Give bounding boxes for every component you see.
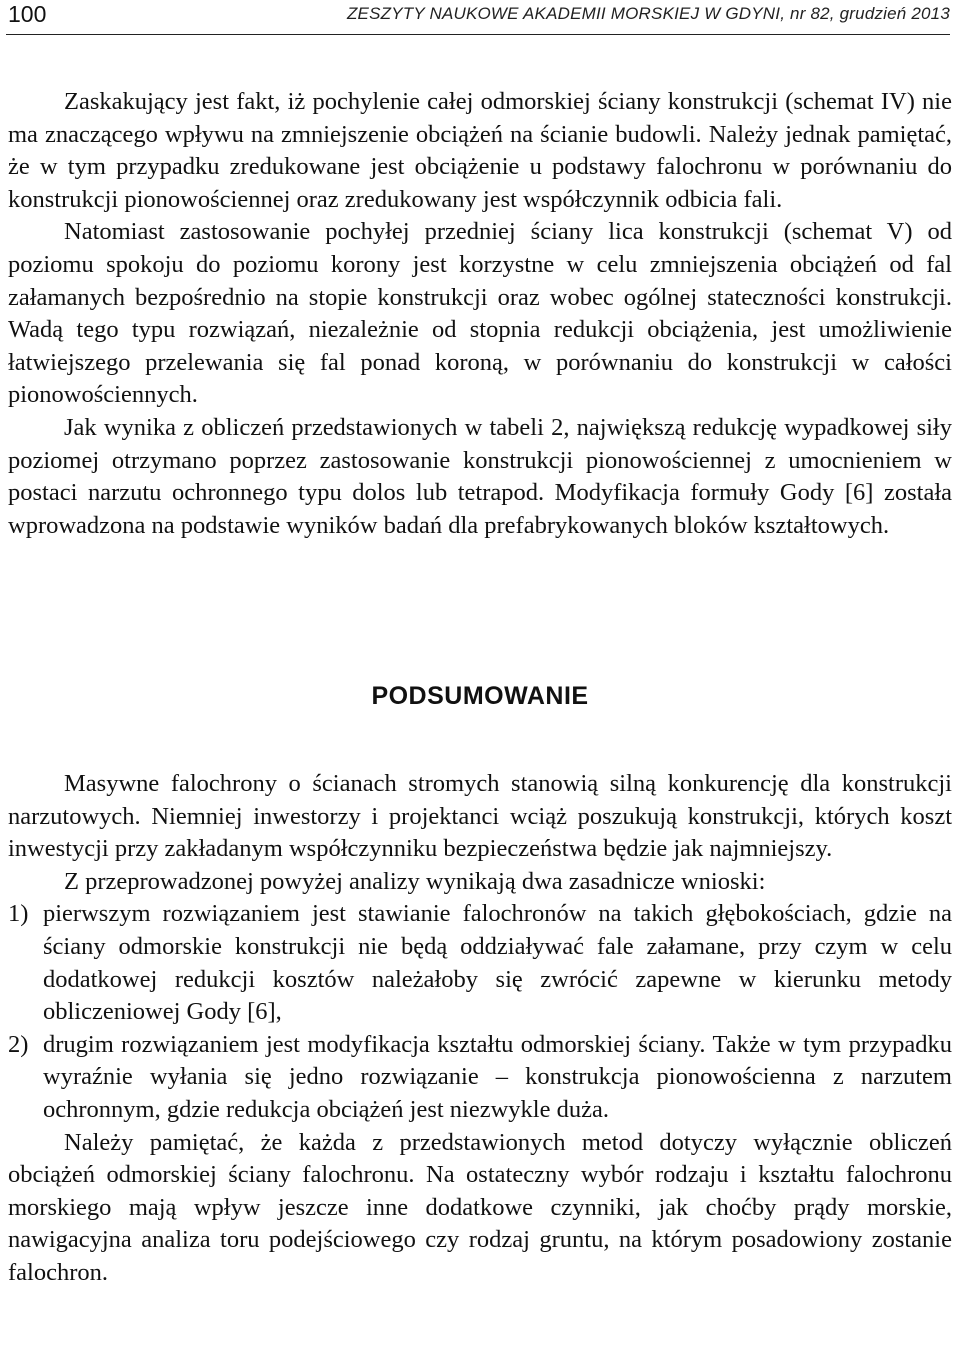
page-header: [6, 0, 950, 35]
list-marker: 2): [8, 1030, 29, 1058]
summary-section: [8, 768, 952, 1290]
paragraph: Z przeprowadzonej powyżej analizy wynikają dwa zasadnicze wnioski:: [64, 867, 766, 895]
running-title: ZESZYTY NAUKOWE AKADEMII MORSKIEJ W GDYNI, nr 82, grudzień 2013: [346, 4, 950, 23]
paragraph: Masywne falochrony o ścianach stromych stanowią silną konkurencję dla konstrukcji narzutowych. Niemniej inwestorzy i projektanci wciąż poszukują konstrukcji, których koszt inwestycji przy zakładanym współczynniku bezpieczeństwa będzie jak najmniejszy.: [8, 770, 952, 863]
section-heading: PODSUMOWANIE: [371, 682, 589, 710]
list-item-text: drugim rozwiązaniem jest modyfikacja kształtu odmorskiej ściany. Także w tym przypadku wyraźnie wyłania się jedno rozwiązanie – konstrukcja pionowościenna z narzutem ochronnym, gdzie redukcja obciążeń jest niezwykle duża.: [43, 1030, 952, 1123]
list-item: [8, 1029, 952, 1127]
list-item-text: pierwszym rozwiązaniem jest stawianie falochronów na takich głębokościach, gdzie na ściany odmorskie konstrukcji nie będą oddziaływać fale załamane, przy czym w celu dodatkowej redukcji kosztów należałoby się zwrócić zapewne w kierunku metody obliczeniowej Gody [6],: [43, 900, 952, 1026]
results-discussion: [8, 86, 952, 542]
paragraph: Jak wynika z obliczeń przedstawionych w tabeli 2, największą redukcję wypadkowej siły poziomej otrzymano poprzez zastosowanie konstrukcji pionowościennej z umocnieniem w postaci narzutu ochronnego typu dolos lub tetrapod. Modyfikacja formuły Gody [6] została wprowadzona na podstawie wyników badań dla prefabrykowanych bloków kształtowych.: [8, 413, 952, 539]
list-item: [8, 898, 952, 1028]
page-number: 100: [8, 1, 47, 27]
paragraph: Natomiast zastosowanie pochyłej przedniej ściany lica konstrukcji (schemat V) od poziomu spokoju do poziomu korony jest korzystne w celu zmniejszenia obciążeń od fal załamanych bezpośrednio na stopie konstrukcji oraz wobec ogólnej stateczności konstrukcji. Wadą tego typu rozwiązań, niezależnie od stopnia redukcji obciążenia, jest umożliwienie łatwiejszego przelewania się fal ponad koroną, w porównaniu do konstrukcji w całości pionowościennych.: [8, 218, 952, 409]
paragraph: Zaskakujący jest fakt, iż pochylenie całej odmorskiej ściany konstrukcji (schemat IV) nie ma znaczącego wpływu na zmniejszenie obciążeń na ścianie budowli. Należy jednak pamiętać, że w tym przypadku zredukowane jest obciążenie u podstawy falochronu w porównaniu do konstrukcji pionowościennej oraz zredukowany jest współczynnik odbicia fali.: [8, 88, 952, 213]
conclusions-list: [8, 898, 952, 1126]
list-marker: 1): [8, 900, 29, 928]
paragraph: Należy pamiętać, że każda z przedstawionych metod dotyczy wyłącznie obliczeń obciążeń odmorskiej ściany falochronu. Na ostateczny wybór rodzaju i kształtu falochronu morskiego mają wpływ jeszcze inne dodatkowe czynniki, jak choćby prądy morskie, nawigacyjna analiza toru podejściowego czy rodzaj gruntu, na którym posadowiony zostanie falochron.: [8, 1128, 952, 1286]
